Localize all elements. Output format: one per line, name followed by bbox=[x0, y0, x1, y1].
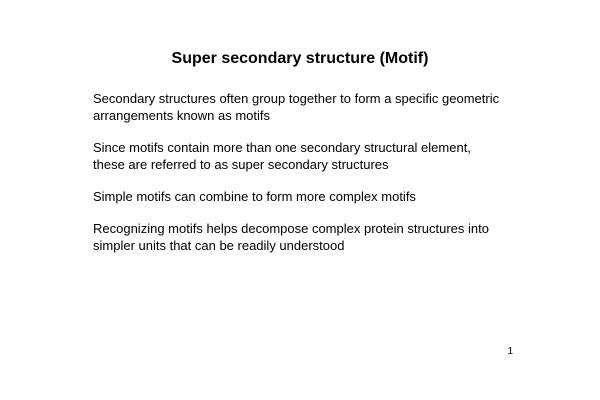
paragraph-complex-motifs: Simple motifs can combine to form more complex motifs bbox=[93, 189, 416, 204]
slide-body bbox=[93, 90, 533, 269]
slide-title: Super secondary structure (Motif) bbox=[171, 50, 429, 67]
page-number: 1 bbox=[507, 346, 513, 357]
paragraph-super-secondary: Since motifs contain more than one secondary structural element, these are referred to as super secondary structures bbox=[93, 140, 471, 172]
paragraph-motif-definition: Secondary structures often group together to form a specific geometric arrangements known as motifs bbox=[93, 91, 500, 123]
paragraph-recognizing-motifs: Recognizing motifs helps decompose complex protein structures into simpler units that can be readily understood bbox=[93, 221, 489, 253]
